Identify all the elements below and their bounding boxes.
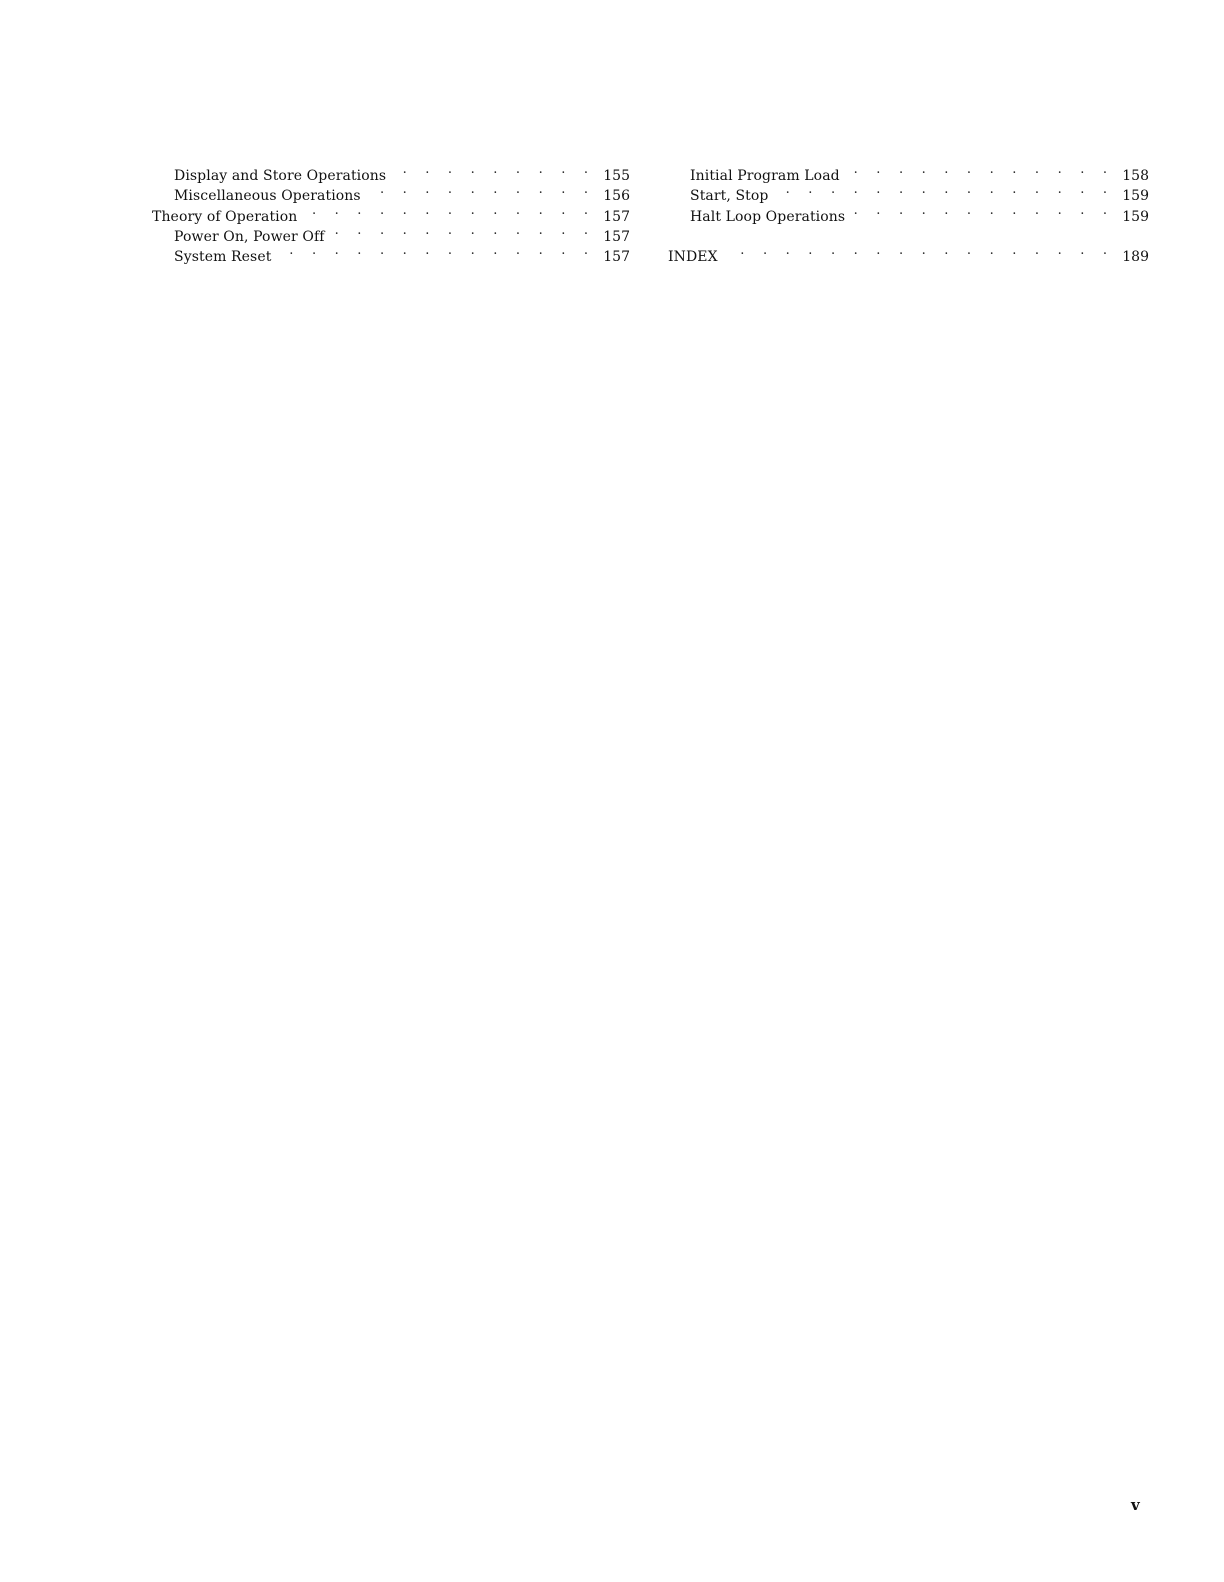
toc-entry-page: 157: [603, 228, 630, 245]
toc-entry-page: 159: [1122, 188, 1149, 205]
toc-dot-leader: [305, 201, 595, 221]
toc-entry-title: System Reset: [174, 249, 272, 266]
toc-entry-miscellaneous-operations[interactable]: [152, 180, 630, 205]
toc-entry-page: 157: [603, 208, 630, 225]
toc-dot-leader: [279, 241, 595, 261]
toc-entry-start-stop[interactable]: [668, 180, 1149, 205]
toc-entry-title: Miscellaneous Operations: [174, 188, 361, 205]
toc-entry-page: 156: [603, 188, 630, 205]
toc-dot-leader: [394, 160, 595, 180]
toc-entry-title: Display and Store Operations: [174, 168, 387, 184]
toc-dot-leader: [853, 201, 1114, 221]
toc-entry-page: 155: [603, 168, 630, 184]
toc-entry-title: Power On, Power Off: [174, 228, 325, 245]
toc-entry-display-and-store-operations[interactable]: [152, 160, 630, 184]
toc-entry-page: 157: [603, 249, 630, 266]
toc-entry-index[interactable]: [668, 241, 1149, 265]
toc-entry-page: 189: [1122, 248, 1149, 265]
toc-entry-title: INDEX: [668, 248, 718, 265]
toc-entry-theory-of-operation[interactable]: [152, 201, 630, 225]
page-number: v: [1131, 1496, 1140, 1514]
toc-dot-leader: [726, 241, 1115, 261]
toc-dot-leader: [333, 221, 596, 241]
toc-entry-title: Halt Loop Operations: [690, 208, 846, 225]
toc-left-column: [152, 160, 630, 266]
toc-entry-title: Theory of Operation: [152, 208, 298, 225]
toc-dot-leader: [848, 160, 1115, 180]
toc-entry-page: 159: [1122, 208, 1149, 225]
toc-dot-leader: [777, 180, 1115, 200]
toc-right-column: [668, 160, 1149, 265]
toc-entry-initial-program-load[interactable]: [668, 160, 1149, 184]
toc-entry-power-on-power-off[interactable]: [152, 221, 630, 245]
toc-entry-title: Initial Program Load: [690, 168, 840, 184]
toc-entry-title: Start, Stop: [690, 188, 769, 205]
toc-entry-system-reset[interactable]: [152, 241, 630, 266]
toc-dot-leader: [369, 180, 596, 200]
toc-entry-page: 158: [1122, 168, 1149, 184]
toc-entry-halt-loop-operations[interactable]: [668, 201, 1149, 225]
